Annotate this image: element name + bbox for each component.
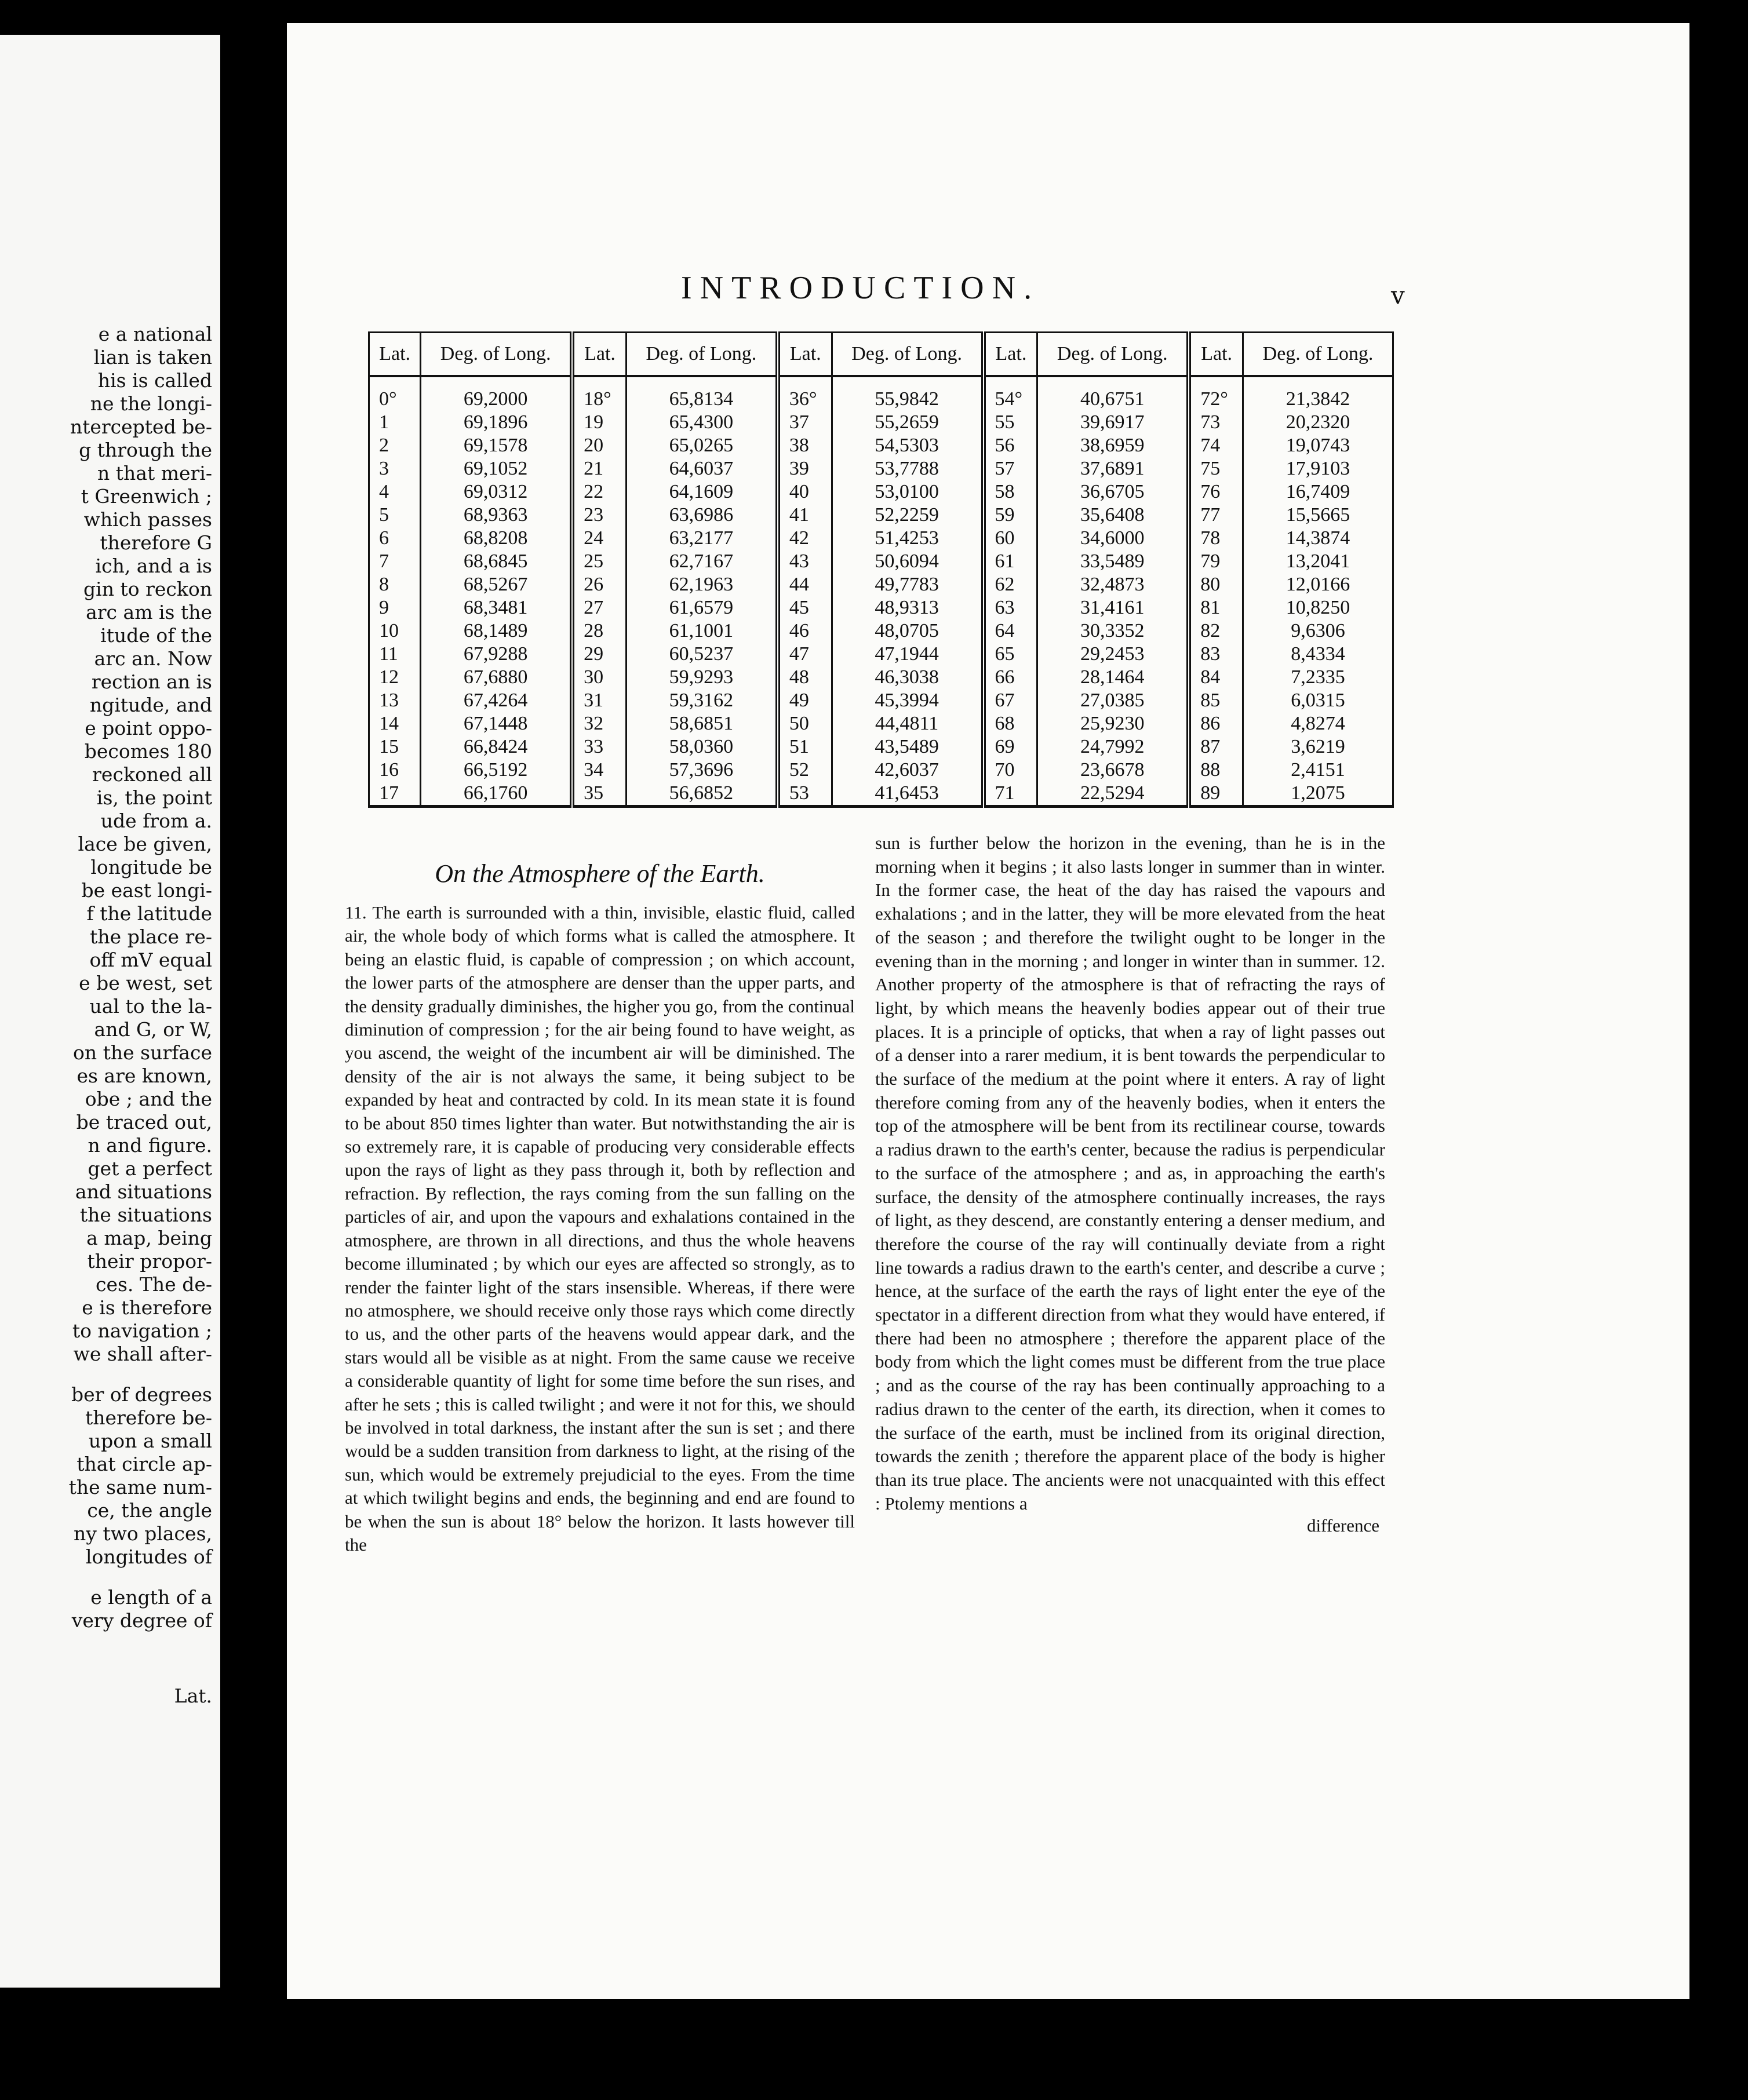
latitude-cell: 59 [984, 504, 1037, 527]
previous-page-line: on the surface [72, 1041, 212, 1064]
degree-of-longitude-cell: 23,6678 [1037, 759, 1189, 782]
degree-of-longitude-cell: 32,4873 [1037, 573, 1189, 596]
degree-of-longitude-cell: 29,2453 [1037, 643, 1189, 666]
table-row [369, 666, 1393, 689]
table-row [369, 643, 1393, 666]
latitude-cell: 82 [1189, 619, 1243, 643]
degree-of-longitude-cell: 67,9288 [421, 643, 572, 666]
latitude-cell: 75 [1189, 457, 1243, 480]
latitude-cell: 46 [778, 619, 832, 643]
degree-of-longitude-cell: 44,4811 [832, 712, 983, 735]
table-header: Lat. [778, 333, 832, 377]
previous-page-line: e length of a [90, 1586, 212, 1609]
left-text-column [345, 836, 855, 1556]
degree-of-longitude-cell: 8,4334 [1243, 643, 1393, 666]
degree-of-longitude-cell: 59,3162 [626, 689, 777, 712]
previous-page-line: e is therefore [82, 1296, 212, 1319]
latitude-cell: 17 [369, 782, 421, 807]
latitude-cell: 9 [369, 596, 421, 619]
latitude-cell: 10 [369, 619, 421, 643]
degree-of-longitude-cell: 68,6845 [421, 550, 572, 573]
degree-of-longitude-cell: 48,0705 [832, 619, 983, 643]
degree-of-longitude-cell: 21,3842 [1243, 376, 1393, 411]
previous-page-line: ude from a. [100, 810, 212, 832]
table-row [369, 434, 1393, 457]
degree-of-longitude-cell: 60,5237 [626, 643, 777, 666]
table-row [369, 735, 1393, 759]
degree-of-longitude-cell: 47,1944 [832, 643, 983, 666]
previous-page-line: ber of degrees [71, 1383, 212, 1406]
previous-page-line: longitudes of [85, 1545, 212, 1568]
latitude-cell: 50 [778, 712, 832, 735]
table-header: Lat. [572, 333, 626, 377]
degree-of-longitude-cell: 14,3874 [1243, 527, 1393, 550]
latitude-cell: 84 [1189, 666, 1243, 689]
page-number: v [1391, 281, 1405, 309]
degree-of-longitude-cell: 62,1963 [626, 573, 777, 596]
previous-page-line: is, the point [96, 786, 212, 809]
previous-page-line: which passes [83, 508, 212, 531]
section-heading: On the Atmosphere of the Earth. [435, 859, 765, 888]
degree-of-longitude-cell: 58,0360 [626, 735, 777, 759]
latitude-cell: 60 [984, 527, 1037, 550]
latitude-cell: 30 [572, 666, 626, 689]
latitude-cell: 22 [572, 480, 626, 504]
table-header: Deg. of Long. [421, 333, 572, 377]
latitude-cell: 42 [778, 527, 832, 550]
degree-of-longitude-cell: 65,4300 [626, 411, 777, 434]
table-row [369, 480, 1393, 504]
previous-page-line: that circle ap- [77, 1453, 212, 1475]
degree-of-longitude-cell: 62,7167 [626, 550, 777, 573]
previous-page-line: the situations [79, 1204, 212, 1226]
table-row [369, 689, 1393, 712]
table-header: Deg. of Long. [832, 333, 983, 377]
latitude-cell: 77 [1189, 504, 1243, 527]
degree-of-longitude-cell: 42,6037 [832, 759, 983, 782]
previous-page-line: get a perfect [88, 1157, 212, 1180]
degree-of-longitude-cell: 35,6408 [1037, 504, 1189, 527]
degree-of-longitude-cell: 20,2320 [1243, 411, 1393, 434]
latitude-cell: 71 [984, 782, 1037, 807]
degree-of-longitude-cell: 17,9103 [1243, 457, 1393, 480]
previous-page-line: therefore G [100, 531, 212, 554]
latitude-cell: 11 [369, 643, 421, 666]
previous-page-line: t Greenwich ; [81, 485, 212, 508]
table-row [369, 712, 1393, 735]
latitude-cell: 41 [778, 504, 832, 527]
latitude-cell: 51 [778, 735, 832, 759]
latitude-cell: 80 [1189, 573, 1243, 596]
degree-of-longitude-cell: 69,1896 [421, 411, 572, 434]
latitude-cell: 37 [778, 411, 832, 434]
previous-page-line: f the latitude [86, 902, 212, 925]
table-header-row [369, 333, 1393, 377]
latitude-cell: 76 [1189, 480, 1243, 504]
previous-page-line: upon a small [88, 1430, 212, 1452]
degree-of-longitude-cell: 68,1489 [421, 619, 572, 643]
degree-of-longitude-cell: 65,0265 [626, 434, 777, 457]
degree-of-longitude-cell: 1,2075 [1243, 782, 1393, 807]
previous-page-line: therefore be- [85, 1406, 212, 1429]
table-row [369, 527, 1393, 550]
right-text-column [875, 832, 1385, 1536]
table-body [369, 376, 1393, 807]
latitude-cell: 39 [778, 457, 832, 480]
latitude-cell: 19 [572, 411, 626, 434]
latitude-cell: 69 [984, 735, 1037, 759]
degree-of-longitude-cell: 16,7409 [1243, 480, 1393, 504]
latitude-cell: 14 [369, 712, 421, 735]
table-row [369, 782, 1393, 807]
degree-of-longitude-cell: 4,8274 [1243, 712, 1393, 735]
degree-of-longitude-cell: 68,5267 [421, 573, 572, 596]
paragraph-refraction: sun is further below the horizon in the evening, than he is in the morning when it begins ; it also lasts longer in summer than in winter. In the former case, the heat of the day has raised the vapours and exhalations ; and in the latter, they will be more elevated from the heat of the season ; and therefore the twilight ought to be longer in the evening than in the morning ; and longer in winter than in summer. 12. Another property of the atmosphere is that of refracting the rays of light, by which means the heavenly bodies appear out of their true places. It is a principle of opticks, that when a ray of light passes out of a denser into a rarer medium, it is bent towards the perpendicular to the surface of the medium at the point where it enters. A ray of light therefore coming from any of the heavenly bodies, when it enters the top of the atmosphere will be bent from its rectilinear course, towards a radius drawn to the earth's center, because the radius is perpendicular to the surface of the atmosphere ; and as, in approaching the earth's surface, the density of the atmosphere continually increases, the rays of light, as they descend, are constantly entering a denser medium, and therefore the course of the ray will continually deviate from a right line towards a radius drawn to the earth's center, and describe a curve ; hence, at the surface of the earth the rays of light enter the eye of the spectator in a different direction from what they would have entered, if there had been no atmosphere ; therefore the apparent place of the body from which the light comes must be different from the true place ; and as the course of the ray has been continually approaching to a radius drawn to the center of the earth, its direction, when it comes to the surface of the earth, must be inclined from its original direction, towards the zenith ; therefore the apparent place of the body is higher than its true place. The ancients were not unacquainted with this effect : Ptolemy mentions a [875, 833, 1385, 1514]
table-header: Lat. [369, 333, 421, 377]
previous-page-line: arc an. Now [94, 647, 212, 670]
latitude-cell: 18° [572, 376, 626, 411]
latitude-cell: 72° [1189, 376, 1243, 411]
degree-of-longitude-cell: 61,1001 [626, 619, 777, 643]
latitude-cell: 38 [778, 434, 832, 457]
latitude-cell: 66 [984, 666, 1037, 689]
latitude-cell: 1 [369, 411, 421, 434]
latitude-cell: 70 [984, 759, 1037, 782]
previous-page-line: arc am is the [86, 601, 212, 624]
latitude-cell: 67 [984, 689, 1037, 712]
previous-page-line: to navigation ; [72, 1319, 212, 1342]
previous-page-line: ntercepted be- [70, 415, 212, 438]
degree-of-longitude-cell: 63,6986 [626, 504, 777, 527]
degree-of-longitude-cell: 39,6917 [1037, 411, 1189, 434]
previous-page-line: es are known, [77, 1064, 212, 1087]
latitude-cell: 79 [1189, 550, 1243, 573]
degree-of-longitude-cell: 45,3994 [832, 689, 983, 712]
latitude-cell: 23 [572, 504, 626, 527]
previous-page-line: ny two places, [73, 1522, 212, 1545]
degree-of-longitude-cell: 69,1578 [421, 434, 572, 457]
latitude-cell: 68 [984, 712, 1037, 735]
degree-of-longitude-cell: 59,9293 [626, 666, 777, 689]
degree-of-longitude-cell: 56,6852 [626, 782, 777, 807]
degree-of-longitude-cell: 57,3696 [626, 759, 777, 782]
previous-page-line: off mV equal [89, 949, 212, 971]
catchword: difference [1306, 1515, 1379, 1536]
latitude-cell: 4 [369, 480, 421, 504]
latitude-cell: 65 [984, 643, 1037, 666]
table-row [369, 759, 1393, 782]
degree-of-longitude-cell: 38,6959 [1037, 434, 1189, 457]
latitude-cell: 44 [778, 573, 832, 596]
previous-page-line: ces. The de- [95, 1273, 212, 1296]
table-row [369, 619, 1393, 643]
latitude-cell: 88 [1189, 759, 1243, 782]
degree-of-longitude-cell: 48,9313 [832, 596, 983, 619]
table-header: Deg. of Long. [1243, 333, 1393, 377]
degree-of-longitude-cell: 69,0312 [421, 480, 572, 504]
latitude-cell: 89 [1189, 782, 1243, 807]
degree-of-longitude-cell: 69,1052 [421, 457, 572, 480]
degree-of-longitude-cell: 63,2177 [626, 527, 777, 550]
degree-of-longitude-cell: 25,9230 [1037, 712, 1189, 735]
degree-of-longitude-cell: 43,5489 [832, 735, 983, 759]
latitude-cell: 56 [984, 434, 1037, 457]
previous-page-line: the place re- [90, 925, 212, 948]
latitude-cell: 33 [572, 735, 626, 759]
degree-of-longitude-cell: 12,0166 [1243, 573, 1393, 596]
longitude-degree-table [368, 331, 1394, 808]
previous-page-line: and situations [75, 1180, 212, 1203]
previous-page-line: n that meri- [97, 462, 212, 484]
previous-page-line: ce, the angle [87, 1499, 212, 1522]
latitude-cell: 7 [369, 550, 421, 573]
degree-of-longitude-cell: 6,0315 [1243, 689, 1393, 712]
latitude-cell: 78 [1189, 527, 1243, 550]
previous-page-line: itude of the [100, 624, 212, 647]
degree-of-longitude-cell: 3,6219 [1243, 735, 1393, 759]
previous-page-line: n and figure. [88, 1134, 212, 1157]
previous-page-strip [0, 35, 220, 1988]
degree-of-longitude-cell: 2,4151 [1243, 759, 1393, 782]
degree-of-longitude-cell: 67,6880 [421, 666, 572, 689]
latitude-cell: 12 [369, 666, 421, 689]
latitude-cell: 49 [778, 689, 832, 712]
degree-of-longitude-cell: 50,6094 [832, 550, 983, 573]
paragraph-atmosphere: 11. The earth is surrounded with a thin, invisible, elastic fluid, called air, the whole body of which forms what is called the atmosphere. It being an elastic fluid, is capable of compression ; on which account, the lower parts of the atmosphere are denser than the upper parts, and the density gradually diminishes, the higher you go, from the continual diminution of compression ; for the air being found to have weight, as you ascend, the weight of the incumbent air will be diminished. The density of the air is not always the same, it being subject to be expanded by heat and contracted by cold. In its mean state it is found to be about 850 times lighter than water. But notwithstanding the air is so extremely rare, it is capable of producing very considerable effects upon the rays of light as they pass through it, both by reflection and refraction. By reflection, the rays coming from the sun falling on the particles of air, and upon the vapours and exhalations contained in the atmosphere, are thrown in all directions, and thus the whole heavens become illuminated ; by which our eyes are affected so strongly, as to render the fainter light of the stars insensible. Whereas, if there were no atmosphere, we should receive only those rays which come directly to us, and the other parts of the heavens would appear dark, and the stars would all be visible as at night. From the same cause we receive a considerable quantity of light for some time before the sun rises, and after he sets ; this is called twilight ; and were it not for this, we should be involved in total darkness, the instant after the sun is set ; and there would be a sudden transition from darkness to light, at the rising of the sun, which would be extremely prejudicial to the eyes. From the time at which twilight begins and ends, the beginning and end are found to be when the sun is about 18° below the horizon. It lasts however till the [345, 902, 855, 1555]
latitude-cell: 6 [369, 527, 421, 550]
degree-of-longitude-cell: 68,9363 [421, 504, 572, 527]
degree-of-longitude-cell: 46,3038 [832, 666, 983, 689]
degree-of-longitude-cell: 9,6306 [1243, 619, 1393, 643]
degree-of-longitude-cell: 27,0385 [1037, 689, 1189, 712]
degree-of-longitude-cell: 41,6453 [832, 782, 983, 807]
latitude-cell: 63 [984, 596, 1037, 619]
previous-page-line: ngitude, and [89, 694, 212, 716]
table-row [369, 457, 1393, 480]
latitude-cell: 54° [984, 376, 1037, 411]
previous-page-line: ne the longi- [90, 392, 212, 415]
degree-of-longitude-cell: 55,2659 [832, 411, 983, 434]
latitude-cell: 13 [369, 689, 421, 712]
degree-of-longitude-cell: 52,2259 [832, 504, 983, 527]
degree-of-longitude-cell: 15,5665 [1243, 504, 1393, 527]
degree-of-longitude-cell: 68,3481 [421, 596, 572, 619]
latitude-cell: 73 [1189, 411, 1243, 434]
degree-of-longitude-cell: 66,8424 [421, 735, 572, 759]
previous-page-line: Lat. [174, 1685, 212, 1707]
degree-of-longitude-cell: 31,4161 [1037, 596, 1189, 619]
degree-of-longitude-cell: 68,8208 [421, 527, 572, 550]
degree-of-longitude-cell: 36,6705 [1037, 480, 1189, 504]
latitude-cell: 0° [369, 376, 421, 411]
degree-of-longitude-cell: 7,2335 [1243, 666, 1393, 689]
degree-of-longitude-cell: 67,4264 [421, 689, 572, 712]
latitude-cell: 16 [369, 759, 421, 782]
degree-of-longitude-cell: 53,0100 [832, 480, 983, 504]
latitude-cell: 27 [572, 596, 626, 619]
previous-page-line: e be west, set [79, 972, 212, 994]
previous-page-line: his is called [97, 369, 212, 392]
degree-of-longitude-cell: 69,2000 [421, 376, 572, 411]
degree-of-longitude-cell: 19,0743 [1243, 434, 1393, 457]
latitude-cell: 43 [778, 550, 832, 573]
previous-page-line: ich, and a is [95, 555, 212, 577]
latitude-cell: 62 [984, 573, 1037, 596]
latitude-cell: 87 [1189, 735, 1243, 759]
table-row [369, 550, 1393, 573]
previous-page-line: be traced out, [76, 1111, 212, 1133]
degree-of-longitude-cell: 67,1448 [421, 712, 572, 735]
previous-page-line: ual to the la- [89, 995, 212, 1018]
latitude-cell: 57 [984, 457, 1037, 480]
latitude-cell: 26 [572, 573, 626, 596]
previous-page-line: very degree of [71, 1609, 212, 1632]
degree-of-longitude-cell: 61,6579 [626, 596, 777, 619]
degree-of-longitude-cell: 24,7992 [1037, 735, 1189, 759]
previous-page-line: lace be given, [78, 833, 212, 855]
latitude-cell: 45 [778, 596, 832, 619]
previous-page-line: lian is taken [93, 346, 212, 369]
previous-page-line: a map, being [86, 1227, 212, 1249]
latitude-cell: 53 [778, 782, 832, 807]
latitude-cell: 34 [572, 759, 626, 782]
previous-page-line: e a national [98, 323, 212, 345]
previous-page-line: and G, or W, [94, 1018, 212, 1041]
table-row [369, 504, 1393, 527]
degree-of-longitude-cell: 66,5192 [421, 759, 572, 782]
latitude-cell: 86 [1189, 712, 1243, 735]
latitude-cell: 81 [1189, 596, 1243, 619]
degree-of-longitude-cell: 13,2041 [1243, 550, 1393, 573]
latitude-cell: 24 [572, 527, 626, 550]
latitude-cell: 74 [1189, 434, 1243, 457]
latitude-cell: 15 [369, 735, 421, 759]
previous-page-line: rection an is [91, 670, 212, 693]
table-header: Deg. of Long. [626, 333, 777, 377]
latitude-cell: 83 [1189, 643, 1243, 666]
previous-page-line: their propor- [87, 1250, 212, 1273]
degree-of-longitude-cell: 37,6891 [1037, 457, 1189, 480]
latitude-cell: 55 [984, 411, 1037, 434]
latitude-cell: 32 [572, 712, 626, 735]
main-page [287, 23, 1689, 1999]
degree-of-longitude-cell: 51,4253 [832, 527, 983, 550]
degree-of-longitude-cell: 53,7788 [832, 457, 983, 480]
table-header: Lat. [984, 333, 1037, 377]
latitude-cell: 28 [572, 619, 626, 643]
table-header: Deg. of Long. [1037, 333, 1189, 377]
degree-of-longitude-cell: 22,5294 [1037, 782, 1189, 807]
latitude-cell: 85 [1189, 689, 1243, 712]
latitude-cell: 2 [369, 434, 421, 457]
previous-page-line: the same num- [68, 1476, 212, 1499]
table-row [369, 596, 1393, 619]
previous-page-line: we shall after- [73, 1343, 212, 1365]
latitude-cell: 36° [778, 376, 832, 411]
degree-of-longitude-cell: 54,5303 [832, 434, 983, 457]
latitude-cell: 20 [572, 434, 626, 457]
previous-page-line: e point oppo- [85, 717, 212, 739]
latitude-cell: 61 [984, 550, 1037, 573]
degree-of-longitude-cell: 40,6751 [1037, 376, 1189, 411]
latitude-cell: 35 [572, 782, 626, 807]
degree-of-longitude-cell: 66,1760 [421, 782, 572, 807]
latitude-cell: 29 [572, 643, 626, 666]
previous-page-line: becomes 180 [84, 740, 212, 763]
table-row [369, 411, 1393, 434]
degree-of-longitude-cell: 34,6000 [1037, 527, 1189, 550]
page-title: INTRODUCTION. [681, 270, 1040, 306]
previous-page-line: longitude be [90, 856, 212, 878]
degree-of-longitude-cell: 49,7783 [832, 573, 983, 596]
latitude-cell: 3 [369, 457, 421, 480]
previous-page-line: be east longi- [81, 879, 212, 902]
previous-page-line: gin to reckon [83, 578, 212, 600]
degree-of-longitude-cell: 30,3352 [1037, 619, 1189, 643]
latitude-cell: 40 [778, 480, 832, 504]
latitude-cell: 52 [778, 759, 832, 782]
latitude-cell: 21 [572, 457, 626, 480]
latitude-cell: 47 [778, 643, 832, 666]
previous-page-line: obe ; and the [85, 1088, 212, 1110]
previous-page-line: g through the [79, 439, 212, 461]
table-row [369, 573, 1393, 596]
degree-of-longitude-cell: 28,1464 [1037, 666, 1189, 689]
latitude-cell: 31 [572, 689, 626, 712]
latitude-cell: 25 [572, 550, 626, 573]
previous-page-line: reckoned all [92, 763, 212, 786]
latitude-cell: 8 [369, 573, 421, 596]
latitude-cell: 58 [984, 480, 1037, 504]
page-gutter [220, 35, 287, 1988]
degree-of-longitude-cell: 64,1609 [626, 480, 777, 504]
table-row [369, 376, 1393, 411]
degree-of-longitude-cell: 65,8134 [626, 376, 777, 411]
degree-of-longitude-cell: 55,9842 [832, 376, 983, 411]
latitude-cell: 5 [369, 504, 421, 527]
latitude-cell: 64 [984, 619, 1037, 643]
degree-of-longitude-cell: 58,6851 [626, 712, 777, 735]
degree-of-longitude-cell: 33,5489 [1037, 550, 1189, 573]
degree-of-longitude-cell: 64,6037 [626, 457, 777, 480]
table-header: Lat. [1189, 333, 1243, 377]
degree-of-longitude-cell: 10,8250 [1243, 596, 1393, 619]
latitude-cell: 48 [778, 666, 832, 689]
